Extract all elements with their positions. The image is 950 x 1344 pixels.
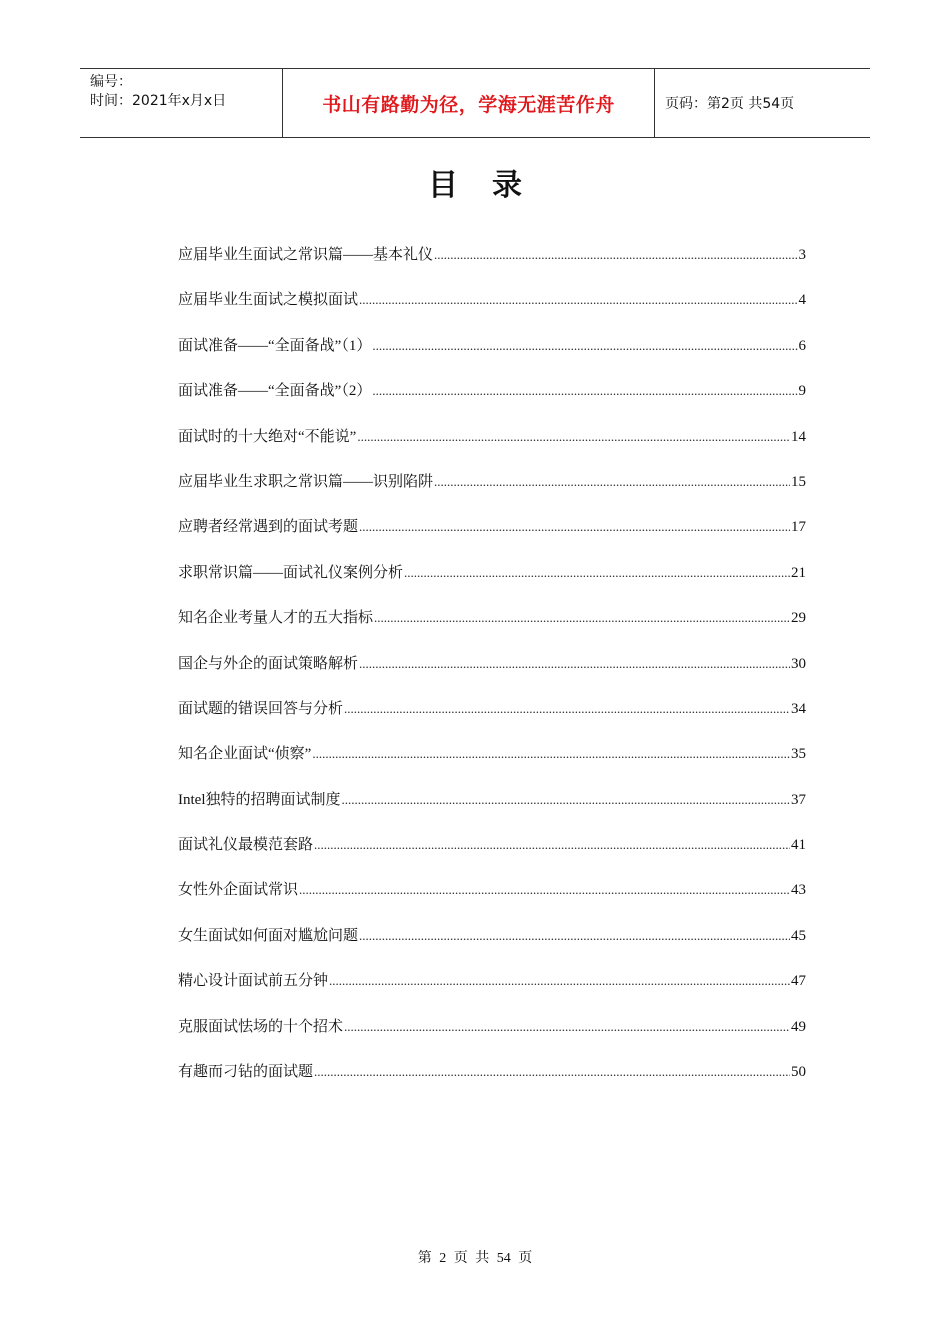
toc-entry-title: 面试时的十大绝对“不能说” xyxy=(178,428,357,445)
toc-entry-page: 35 xyxy=(791,746,806,763)
toc-entry-title: 面试题的错误回答与分析 xyxy=(178,700,344,717)
toc-entry-page: 15 xyxy=(791,473,806,490)
toc-entry[interactable] xyxy=(178,698,806,743)
toc-leader-dots xyxy=(359,653,790,675)
toc-entry-title: 女性外企面试常识 xyxy=(178,882,299,899)
header-page-info: 页码：第2页 共54页 xyxy=(665,96,795,112)
toc-entry[interactable] xyxy=(178,335,806,380)
table-of-contents xyxy=(178,244,806,1106)
toc-entry-title: 精心设计面试前五分钟 xyxy=(178,973,329,990)
toc-entry[interactable] xyxy=(178,653,806,698)
toc-entry-page: 45 xyxy=(791,927,806,944)
toc-leader-dots xyxy=(312,743,790,765)
toc-entry-title: 应届毕业生面试之模拟面试 xyxy=(178,292,359,309)
toc-leader-dots xyxy=(374,607,790,629)
toc-entry-page: 43 xyxy=(791,882,806,899)
toc-entry[interactable] xyxy=(178,289,806,334)
toc-entry-page: 47 xyxy=(791,973,806,990)
toc-entry-page: 34 xyxy=(791,700,806,717)
serial-label: 编号： xyxy=(90,74,132,90)
toc-entry[interactable] xyxy=(178,380,806,425)
toc-entry-title: 知名企业考量人才的五大指标 xyxy=(178,610,374,627)
toc-entry[interactable] xyxy=(178,516,806,561)
toc-entry-page: 6 xyxy=(798,337,806,354)
header-motto-cell xyxy=(282,69,655,137)
toc-entry-title: 有趣而刁钻的面试题 xyxy=(178,1064,314,1081)
toc-leader-dots xyxy=(404,562,790,584)
toc-entry[interactable] xyxy=(178,789,806,834)
toc-leader-dots xyxy=(359,925,790,947)
toc-leader-dots xyxy=(434,471,790,493)
toc-entry-page: 49 xyxy=(791,1018,806,1035)
toc-entry-title: 应届毕业生面试之常识篇——基本礼仪 xyxy=(178,247,434,263)
toc-entry[interactable] xyxy=(178,970,806,1015)
toc-leader-dots xyxy=(344,698,790,720)
toc-entry-title: 知名企业面试“侦察” xyxy=(178,746,312,763)
toc-entry[interactable] xyxy=(178,471,806,516)
toc-entry-title: Intel独特的招聘面试制度 xyxy=(178,791,341,808)
toc-entry[interactable] xyxy=(178,244,806,289)
toc-entry-page: 3 xyxy=(798,247,806,263)
toc-entry-title: 应届毕业生求职之常识篇——识别陷阱 xyxy=(178,473,434,490)
toc-entry-page: 14 xyxy=(791,428,806,445)
toc-leader-dots xyxy=(359,516,790,538)
toc-leader-dots xyxy=(342,789,791,811)
toc-leader-dots xyxy=(372,380,797,402)
toc-leader-dots xyxy=(299,879,790,901)
toc-entry-title: 面试礼仪最模范套路 xyxy=(178,837,314,854)
toc-entry-title: 面试准备——“全面备战”（1） xyxy=(178,337,372,354)
toc-entry-title: 国企与外企的面试策略解析 xyxy=(178,655,359,672)
toc-entry-title: 克服面试怯场的十个招术 xyxy=(178,1018,344,1035)
toc-entry[interactable] xyxy=(178,879,806,924)
toc-entry-page: 50 xyxy=(791,1064,806,1081)
toc-entry[interactable] xyxy=(178,1016,806,1061)
toc-entry-page: 9 xyxy=(798,383,806,400)
toc-leader-dots xyxy=(357,426,790,448)
page-header xyxy=(80,68,870,138)
toc-entry-page: 17 xyxy=(791,519,806,536)
page-footer: 第 2 页 共 54 页 xyxy=(417,1251,533,1266)
toc-entry[interactable] xyxy=(178,562,806,607)
date-label: 时间：2021年x月x日 xyxy=(90,93,227,109)
toc-leader-dots xyxy=(434,244,797,266)
toc-entry-page: 4 xyxy=(798,292,806,309)
page-title: 目录 xyxy=(428,168,556,203)
header-motto: 书山有路勤为径，学海无涯苦作舟 xyxy=(322,93,615,116)
toc-leader-dots xyxy=(329,970,790,992)
toc-leader-dots xyxy=(314,1061,790,1083)
toc-entry[interactable] xyxy=(178,1061,806,1106)
toc-entry-title: 女生面试如何面对尴尬问题 xyxy=(178,927,359,944)
toc-leader-dots xyxy=(359,289,797,311)
toc-entry[interactable] xyxy=(178,834,806,879)
toc-entry-page: 30 xyxy=(791,655,806,672)
toc-leader-dots xyxy=(344,1016,790,1038)
toc-entry[interactable] xyxy=(178,607,806,652)
toc-leader-dots xyxy=(314,834,790,856)
toc-entry-page: 41 xyxy=(791,837,806,854)
toc-entry-title: 应聘者经常遇到的面试考题 xyxy=(178,519,359,536)
toc-entry-page: 37 xyxy=(791,791,806,808)
toc-leader-dots xyxy=(372,335,797,357)
toc-entry-title: 面试准备——“全面备战”（2） xyxy=(178,383,372,400)
toc-entry[interactable] xyxy=(178,925,806,970)
toc-entry-page: 29 xyxy=(791,610,806,627)
toc-entry[interactable] xyxy=(178,743,806,788)
toc-entry[interactable] xyxy=(178,426,806,471)
toc-entry-title: 求职常识篇——面试礼仪案例分析 xyxy=(178,564,404,581)
toc-entry-page: 21 xyxy=(791,564,806,581)
header-meta xyxy=(80,69,282,137)
